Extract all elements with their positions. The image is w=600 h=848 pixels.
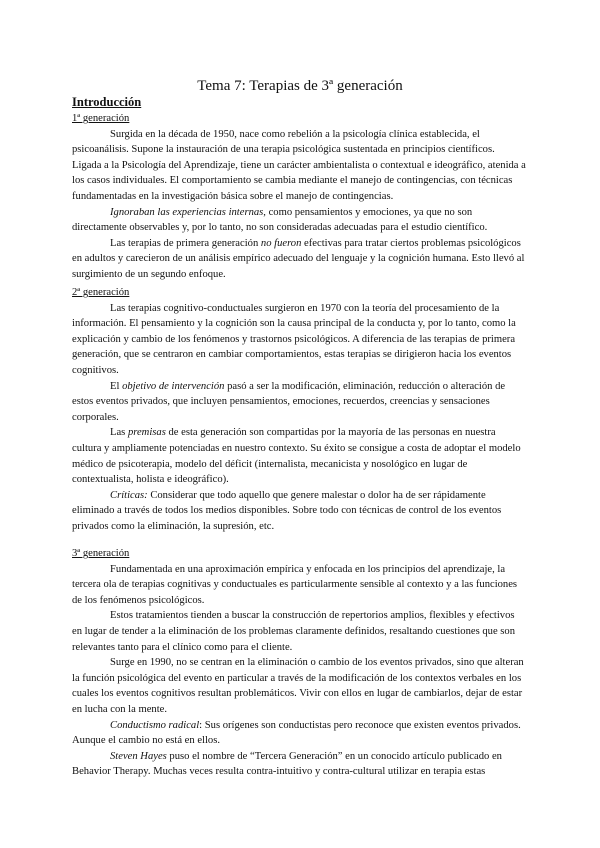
- section-third-generation: [72, 546, 526, 780]
- paragraph: Las terapias cognitivo-conductuales surgieron en 1970 con la teoría del procesamiento de la información. El pensamiento y la cognición son la causa principal de la conducta y, por lo tanto, como la explicación y cambio de los fenómenos y trastornos psicológicos. A diferencia de las terapias de primera generación, que se centraron en cambiar comportamientos, estas terapias se dirigieron hacia los eventos cognitivos.: [72, 302, 516, 376]
- paragraph: [72, 379, 526, 426]
- paragraph-text: efectivas para tratar ciertos problemas psicológicos en adultos y carecieron de un análisis empírico adecuado del lenguaje y la cognición humana. Esto llevó al surgimiento de un segundo enfoque.: [72, 237, 525, 280]
- paragraph-text: Considerar que todo aquello que genere malestar o dolor ha de ser rápidamente eliminado a través de todos los medios disponibles. Sobre todo con técnicas de control de los eventos privados como la eliminación, la supresión, etc.: [72, 489, 502, 532]
- paragraph: [72, 425, 526, 487]
- paragraph-text: , como pensamientos y emociones, ya que no son directamente observables y, por lo tanto, no son consideradas adecuadas para el estudio científico.: [72, 206, 488, 234]
- emphasis: no fueron: [260, 237, 302, 249]
- paragraph: [72, 236, 526, 283]
- paragraph-text: de esta generación son compartidas por la mayoría de las personas en nuestra cultura y ampliamente potenciadas en nuestro contexto. Su éxito se consigue a costa de adoptar el modelo médico de psicoterapia, modelo del déficit (internalista, mecanicista y nosológico en lugar de contextualista, holista e ideográfico).: [72, 427, 521, 486]
- section-second-generation: [72, 285, 526, 535]
- section-heading: 3ª generación: [72, 548, 130, 559]
- emphasis: premisas: [127, 427, 166, 439]
- paragraph: [72, 488, 526, 535]
- paragraph-text: Las: [110, 427, 128, 439]
- paragraph: Estos tratamientos tienden a buscar la construcción de repertorios amplios, flexibles y efectivos en lugar de tender a la eliminación de los problemas claramente definidos, resaltando cuestiones que son relevantes tanto para el clínico como para el cliente.: [72, 610, 516, 653]
- section-first-generation: [72, 111, 526, 283]
- emphasis: Conductismo radical: [110, 719, 200, 731]
- paragraph: Surgida en la década de 1950, nace como rebelión a la psicología clínica establecida, el psicoanálisis. Supone la instauración de una terapia psicológica sustentada en principios científicos. Ligada a la Psicología del Aprendizaje, tiene un carácter ambientalista o contextual e ideográfico, atenida a los casos individuales. El comportamiento se cambia mediante el manejo de contingencias, con técnicas fundamentadas en la investigación básica sobre el manejo de contingencias.: [72, 128, 526, 202]
- emphasis: Críticas:: [110, 489, 148, 501]
- paragraph: [72, 205, 526, 236]
- paragraph: Surge en 1990, no se centran en la eliminación o cambio de los eventos privados, sino que alteran la función psicológica del evento en particular a través de la modificación de los contextos verbales en los cuales los eventos cognitivos resultan problemáticos. Vivir con ellos en lugar de cambiarlos, dejar de estar en lucha con la mente.: [72, 657, 524, 715]
- paragraph: [72, 718, 526, 749]
- section-heading: 1ª generación: [72, 113, 130, 124]
- emphasis: Ignoraban las experiencias internas: [110, 206, 264, 218]
- emphasis: objetivo de intervención: [122, 380, 225, 392]
- paragraph-text: Las terapias de primera generación: [110, 237, 261, 249]
- paragraph-text: El: [110, 380, 123, 392]
- section-heading: 2ª generación: [72, 287, 130, 298]
- emphasis: Steven Hayes: [110, 750, 167, 762]
- paragraph-text: : Sus orígenes son conductistas pero reconoce que existen eventos privados. Aunque el cambio no está en ellos.: [72, 719, 521, 747]
- paragraph: [72, 749, 526, 780]
- paragraph: Fundamentada en una aproximación empírica y enfocada en los principios del aprendizaje, la tercera ola de terapias cognitivas y conductuales es particularmente sensible al contexto y a las funciones de los fenómenos psicológicos.: [72, 563, 518, 606]
- paragraph-text: puso el nombre de “Tercera Generación” en un conocido artículo publicado en Behavior Therapy. Muchas veces resulta contra-intuitivo y contra-cultural utilizar en terapia estas: [72, 750, 502, 778]
- intro-heading: Introducción: [72, 95, 142, 109]
- page-title: Tema 7: Terapias de 3ª generación: [197, 78, 403, 94]
- paragraph-text: pasó a ser la modificación, eliminación, reducción o alteración de estos eventos privados, que incluyen pensamientos, emociones, recuerdos, creencias y sensaciones corporales.: [72, 380, 506, 423]
